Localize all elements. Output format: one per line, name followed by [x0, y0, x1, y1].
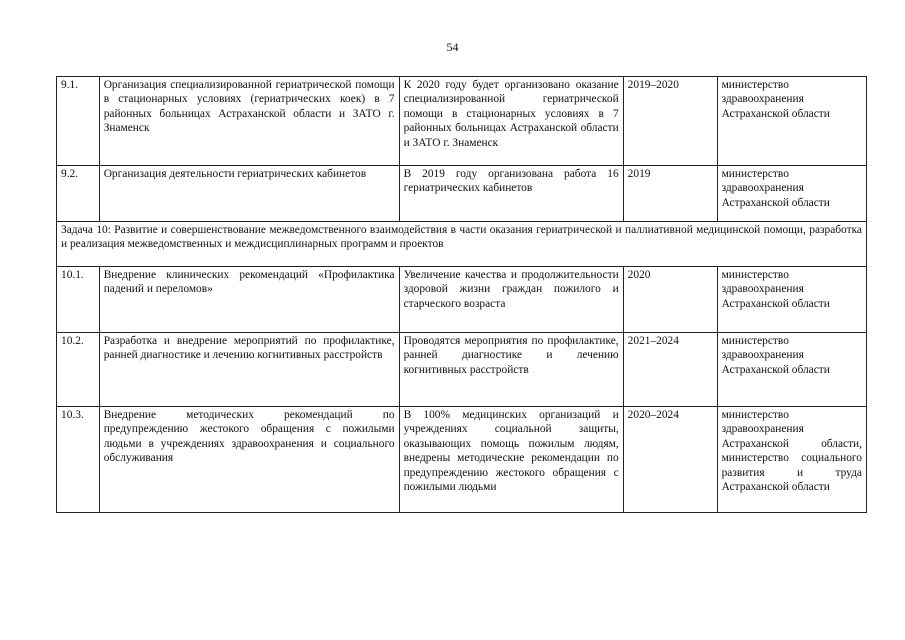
item-name: Организация специализированной гериатрической помощи в стационарных условиях (гериатрических коек) в 7 районных больницах Астраханской области и ЗАТО г. Знаменск: [99, 77, 399, 166]
item-name: Организация деятельности гериатрических кабинетов: [99, 166, 399, 222]
item-result: В 100% медицинских организаций и учреждениях социальной защиты, оказывающих помощь пожилым людям, внедрены методические рекомендации по предупреждению жестокого обращения с пожилыми людьми: [399, 407, 623, 513]
table-row: [57, 267, 867, 333]
item-term: 2021–2024: [623, 333, 717, 407]
action-plan-table: [56, 76, 867, 513]
item-term: 2019–2020: [623, 77, 717, 166]
item-number: 9.2.: [57, 166, 100, 222]
item-number: 10.2.: [57, 333, 100, 407]
item-term: 2019: [623, 166, 717, 222]
item-executor: министерство здравоохранения Астраханской области: [717, 77, 866, 166]
item-executor: министерство здравоохранения Астраханской области, министерство социального развития и труда Астраханской области: [717, 407, 866, 513]
item-result: В 2019 году организована работа 16 гериатрических кабинетов: [399, 166, 623, 222]
table-row: [57, 333, 867, 407]
table-row: [57, 407, 867, 513]
item-number: 10.1.: [57, 267, 100, 333]
item-number: 9.1.: [57, 77, 100, 166]
task-row: [57, 222, 867, 267]
table-row: [57, 77, 867, 166]
item-result: Увеличение качества и продолжительности здоровой жизни граждан пожилого и старческого возраста: [399, 267, 623, 333]
item-term: 2020: [623, 267, 717, 333]
page-number: 54: [446, 40, 459, 54]
item-name: Разработка и внедрение мероприятий по профилактике, ранней диагностике и лечению когнитивных расстройств: [99, 333, 399, 407]
item-number: 10.3.: [57, 407, 100, 513]
item-executor: министерство здравоохранения Астраханской области: [717, 267, 866, 333]
item-name: Внедрение клинических рекомендаций «Профилактика падений и переломов»: [99, 267, 399, 333]
item-result: Проводятся мероприятия по профилактике, ранней диагностике и лечению когнитивных расстройств: [399, 333, 623, 407]
item-result: К 2020 году будет организовано оказание специализированной гериатрической помощи в стационарных условиях в 7 районных больницах Астраханской области и ЗАТО г. Знаменск: [399, 77, 623, 166]
item-executor: министерство здравоохранения Астраханской области: [717, 333, 866, 407]
task-heading: Задача 10: Развитие и совершенствование межведомственного взаимодействия в части оказания гериатрической и паллиативной медицинской помощи, разработка и реализация межведомственных и междисциплинарных программ и проектов: [57, 222, 867, 267]
item-name: Внедрение методических рекомендаций по предупреждению жестокого обращения с пожилыми людьми в учреждениях здравоохранения и социального обслуживания: [99, 407, 399, 513]
item-executor: министерство здравоохранения Астраханской области: [717, 166, 866, 222]
table-row: [57, 166, 867, 222]
item-term: 2020–2024: [623, 407, 717, 513]
